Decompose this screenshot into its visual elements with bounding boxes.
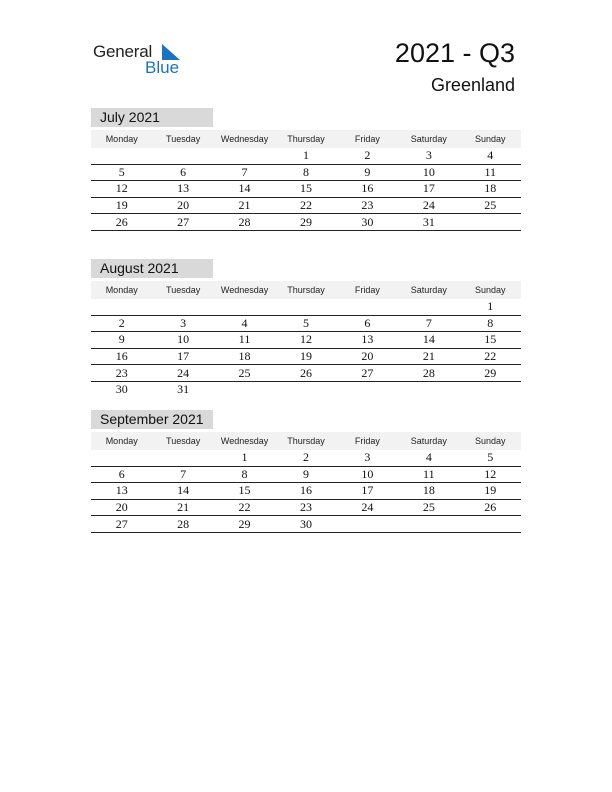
calendar-table [91,130,521,231]
day-cell [460,516,521,533]
day-cell: 20 [91,499,152,516]
day-cell: 18 [398,483,459,500]
month-july [91,108,521,231]
calendar-table [91,281,521,398]
weekday-saturday: Saturday [398,281,459,299]
week-row [91,450,521,466]
day-cell: 29 [460,365,521,382]
week-row [91,315,521,332]
day-cell [152,450,213,466]
day-cell: 1 [214,450,275,466]
day-cell: 2 [337,148,398,164]
day-cell: 14 [214,181,275,198]
day-cell: 5 [91,164,152,181]
weekday-monday: Monday [91,432,152,450]
day-cell: 11 [398,466,459,483]
day-cell [214,148,275,164]
day-cell [337,299,398,315]
day-cell: 31 [177,382,190,397]
day-cell: 17 [152,348,213,365]
day-cell: 29 [275,214,336,231]
day-cell: 14 [152,483,213,500]
day-cell: 12 [91,181,152,198]
day-cell: 23 [275,499,336,516]
calendar-table [91,432,521,533]
week-row [91,181,521,198]
day-cell: 23 [337,197,398,214]
day-cell: 2 [275,450,336,466]
day-cell: 23 [91,365,152,382]
day-cell: 27 [91,516,152,533]
week-row [91,466,521,483]
day-cell: 8 [460,315,521,332]
day-cell: 26 [91,214,152,231]
day-cell: 26 [460,499,521,516]
day-cell: 25 [460,197,521,214]
week-row [91,516,521,533]
month-august [91,259,521,398]
day-cell: 19 [91,197,152,214]
day-cell: 11 [460,164,521,181]
weekday-monday: Monday [91,281,152,299]
day-cell: 18 [460,181,521,198]
day-cell [91,299,152,315]
month-title: September 2021 [91,410,213,429]
day-cell: 15 [214,483,275,500]
weekday-sunday: Sunday [460,281,521,299]
day-cell: 7 [398,315,459,332]
week-row [91,499,521,516]
weekday-friday: Friday [337,432,398,450]
day-cell: 15 [460,332,521,349]
day-cell: 31 [398,214,459,231]
day-cell: 16 [275,483,336,500]
day-cell: 7 [152,466,213,483]
day-cell: 27 [152,214,213,231]
day-cell: 28 [214,214,275,231]
weekday-friday: Friday [337,130,398,148]
day-cell: 28 [398,365,459,382]
day-cell: 25 [214,365,275,382]
day-cell: 21 [398,348,459,365]
weekday-wednesday: Wednesday [214,130,275,148]
day-cell: 6 [337,315,398,332]
day-cell: 27 [337,365,398,382]
day-cell [460,214,521,231]
day-cell [91,148,152,164]
logo [93,42,203,78]
week-row [91,148,521,164]
day-cell [152,299,213,315]
weekday-header-row [91,130,521,148]
day-cell [214,381,275,397]
weekday-header-row [91,281,521,299]
day-cell: 20 [152,197,213,214]
day-cell: 7 [214,164,275,181]
day-cell: 13 [337,332,398,349]
day-cell: 3 [398,148,459,164]
weekday-thursday: Thursday [275,281,336,299]
weekday-tuesday: Tuesday [152,432,213,450]
day-cell: 19 [460,483,521,500]
day-cell [91,450,152,466]
day-cell: 1 [275,148,336,164]
month-september [91,410,521,533]
day-cell [460,381,521,397]
day-cell: 17 [398,181,459,198]
day-cell: 30 [275,516,336,533]
day-cell: 3 [337,450,398,466]
day-cell: 14 [398,332,459,349]
logo-general-text: General [93,42,153,61]
day-cell: 5 [275,315,336,332]
day-cell: 13 [152,181,213,198]
day-cell: 16 [337,181,398,198]
day-cell: 5 [460,450,521,466]
day-cell: 2 [91,315,152,332]
day-cell: 15 [275,181,336,198]
day-cell [275,299,336,315]
week-row [91,381,521,397]
weekday-saturday: Saturday [398,432,459,450]
day-cell: 22 [214,499,275,516]
day-cell: 8 [214,466,275,483]
day-cell: 22 [275,197,336,214]
day-cell [214,299,275,315]
day-cell: 24 [337,499,398,516]
day-cell: 9 [91,332,152,349]
day-cell: 26 [275,365,336,382]
day-cell: 4 [398,450,459,466]
week-row [91,365,521,382]
day-cell: 25 [398,499,459,516]
day-cell: 22 [460,348,521,365]
day-cell: 18 [214,348,275,365]
day-cell: 13 [91,483,152,500]
day-cell: 20 [337,348,398,365]
day-cell: 24 [398,197,459,214]
day-cell: 21 [152,499,213,516]
day-cell [337,516,398,533]
day-cell: 6 [91,466,152,483]
weekday-friday: Friday [337,281,398,299]
weekday-sunday: Sunday [460,130,521,148]
day-cell: 12 [460,466,521,483]
weekday-saturday: Saturday [398,130,459,148]
day-cell: 24 [152,365,213,382]
day-cell: 9 [275,466,336,483]
day-cell: 10 [398,164,459,181]
week-row [91,483,521,500]
month-title: August 2021 [91,259,213,278]
week-row [91,299,521,315]
weekday-thursday: Thursday [275,130,336,148]
country-name: Greenland [430,75,515,95]
day-cell: 29 [214,516,275,533]
weekday-header-row [91,432,521,450]
day-cell: 9 [337,164,398,181]
day-cell: 4 [460,148,521,164]
weekday-wednesday: Wednesday [214,432,275,450]
day-cell [337,381,398,397]
week-row [91,164,521,181]
day-cell: 30 [115,382,128,397]
day-cell [275,381,336,397]
day-cell: 19 [275,348,336,365]
day-cell: 6 [152,164,213,181]
week-row [91,348,521,365]
weekday-thursday: Thursday [275,432,336,450]
day-cell: 11 [214,332,275,349]
quarter-title: 2021 - Q3 [394,38,515,68]
weekday-tuesday: Tuesday [152,130,213,148]
week-row [91,197,521,214]
week-row [91,214,521,231]
day-cell: 1 [460,299,521,315]
day-cell: 17 [337,483,398,500]
day-cell: 4 [214,315,275,332]
day-cell: 10 [337,466,398,483]
day-cell: 8 [275,164,336,181]
month-title: July 2021 [91,108,213,127]
week-row [91,332,521,349]
weekday-tuesday: Tuesday [152,281,213,299]
day-cell [398,516,459,533]
logo-blue-text: Blue [145,58,180,77]
day-cell: 16 [91,348,152,365]
weekday-sunday: Sunday [460,432,521,450]
day-cell: 10 [152,332,213,349]
weekday-wednesday: Wednesday [214,281,275,299]
day-cell [398,381,459,397]
day-cell: 3 [152,315,213,332]
day-cell [152,148,213,164]
day-cell: 21 [214,197,275,214]
day-cell: 30 [337,214,398,231]
day-cell: 28 [152,516,213,533]
day-cell [398,299,459,315]
day-cell: 12 [275,332,336,349]
weekday-monday: Monday [91,130,152,148]
